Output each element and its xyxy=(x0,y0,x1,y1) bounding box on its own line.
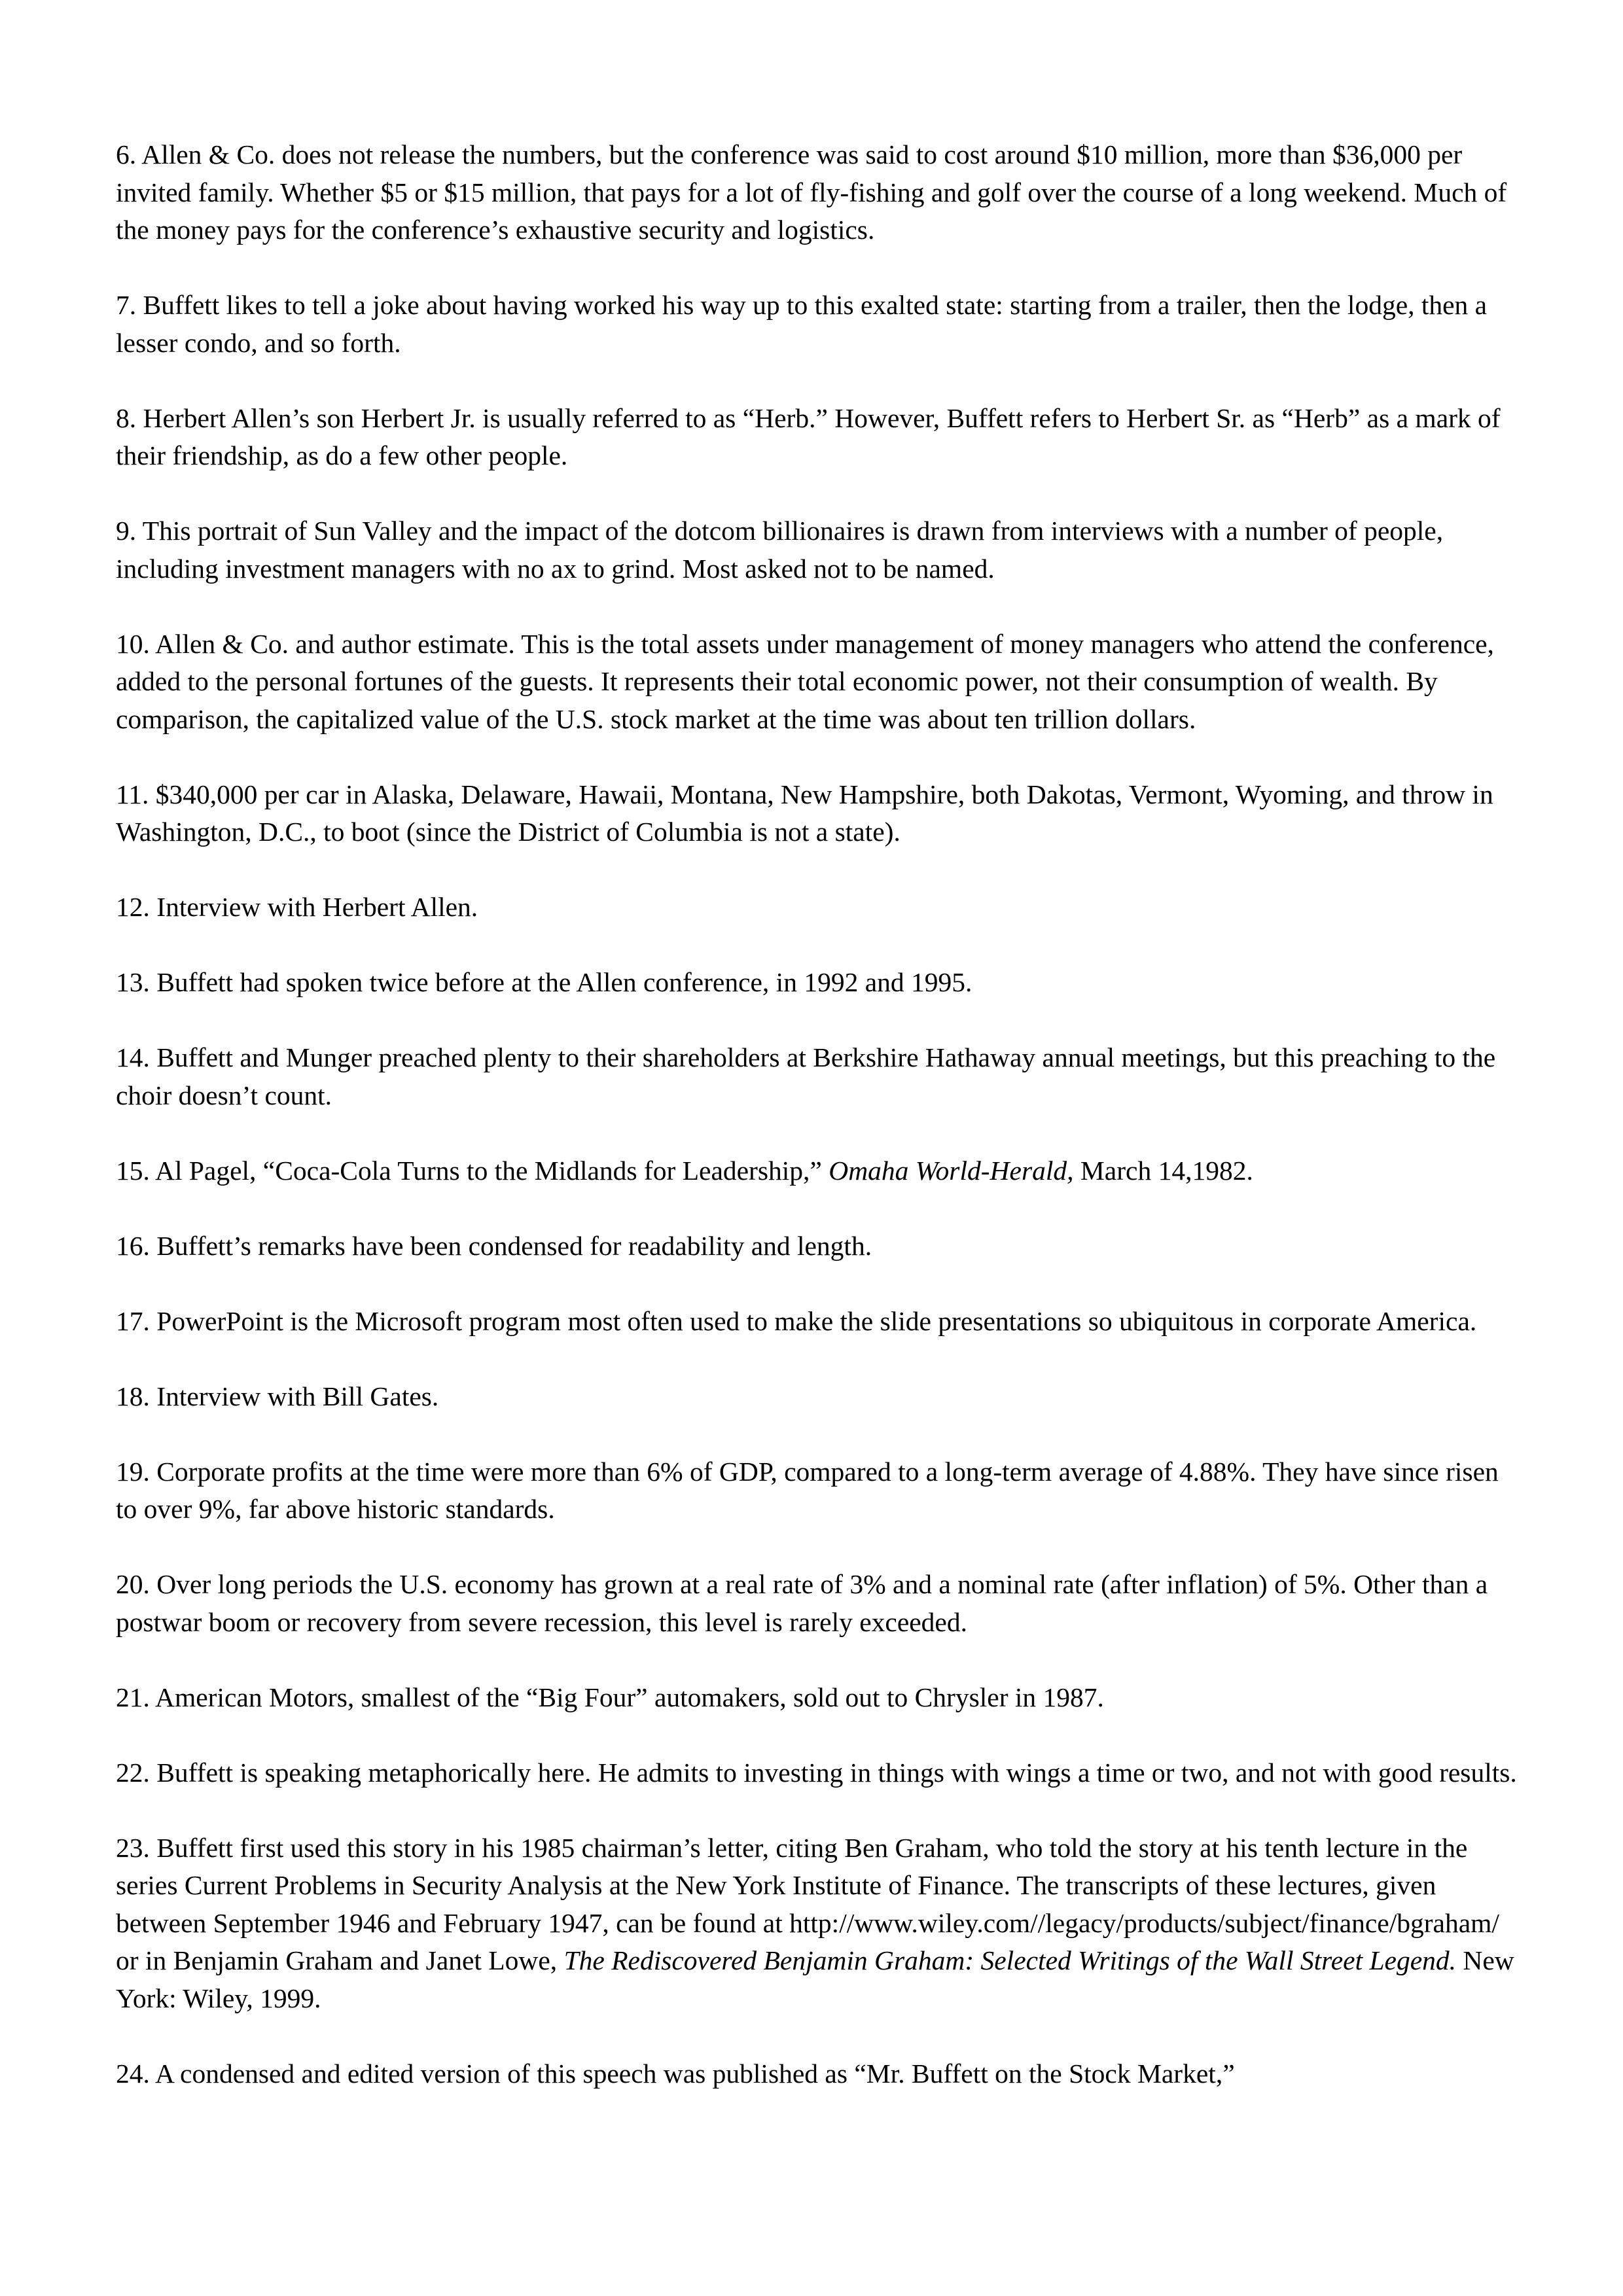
endnote-text: Herbert Allen’s son Herbert Jr. is usually referred to as “Herb.” However, Buffett refers to Herbert Sr. as “Herb” as a mark of their friendship, as do a few other people. xyxy=(116,402,1501,470)
endnote-9 xyxy=(116,512,1523,588)
endnote-7 xyxy=(116,287,1523,362)
endnote-number: 22. xyxy=(116,1757,150,1788)
endnote-number: 7. xyxy=(116,290,137,320)
endnote-text-tail: March 14,1982. xyxy=(1080,1155,1253,1186)
endnote-6 xyxy=(116,136,1523,249)
endnote-number: 17. xyxy=(116,1305,150,1336)
endnote-number: 8. xyxy=(116,402,137,433)
endnote-number: 13. xyxy=(116,967,150,997)
endnote-12 xyxy=(116,889,1523,927)
endnote-number: 24. xyxy=(116,2058,150,2089)
endnote-number: 16. xyxy=(116,1230,150,1261)
endnote-text: Buffett first used this story in his 1985 chairman’s letter, citing Ben Graham, who told the story at his tenth lecture in the series Current Problems in Security Analysis at the New York Institute of Finance. The transcripts of these lectures, given between September 1946 and February 1947, can be found at http://www.wiley.com//legacy/products/subject/finance/bgraham/ or in Benjamin Graham and Janet Lowe, xyxy=(116,1832,1499,1975)
endnote-number: 21. xyxy=(116,1682,150,1712)
endnote-text: Buffett had spoken twice before at the Allen conference, in 1992 and 1995. xyxy=(156,967,972,997)
endnote-number: 18. xyxy=(116,1381,150,1411)
endnote-number: 10. xyxy=(116,628,150,659)
endnote-text: Interview with Bill Gates. xyxy=(156,1381,439,1411)
endnote-number: 20. xyxy=(116,1569,150,1599)
endnote-number: 23. xyxy=(116,1832,150,1863)
endnote-text: Interview with Herbert Allen. xyxy=(156,892,478,922)
endnote-10 xyxy=(116,626,1523,739)
endnote-text-tail: New York: Wiley, 1999. xyxy=(116,1945,1514,2013)
endnote-22 xyxy=(116,1754,1523,1792)
endnote-17 xyxy=(116,1303,1523,1341)
endnote-20 xyxy=(116,1566,1523,1641)
endnote-21 xyxy=(116,1679,1523,1717)
endnote-number: 19. xyxy=(116,1456,150,1487)
endnote-number: 15. xyxy=(116,1155,150,1186)
endnote-text: $340,000 per car in Alaska, Delaware, Hawaii, Montana, New Hampshire, both Dakotas, Vermont, Wyoming, and throw in Washington, D.C., to boot (since the District of Columbia is not a state). xyxy=(116,779,1493,847)
endnote-number: 6. xyxy=(116,139,137,169)
endnotes-list xyxy=(116,136,1523,2130)
endnote-19 xyxy=(116,1453,1523,1528)
endnote-text: Buffett’s remarks have been condensed for readability and length. xyxy=(156,1230,872,1261)
endnote-text: Allen & Co. does not release the numbers, but the conference was said to cost around $10 million, more than $36,000 per invited family. Whether $5 or $15 million, that pays for a lot of fly-fishing and golf over the course of a long weekend. Much of the money pays for the conference’s exhaustive security and logistics. xyxy=(116,139,1507,245)
endnote-text: Over long periods the U.S. economy has grown at a real rate of 3% and a nominal rate (after inflation) of 5%. Other than a postwar boom or recovery from severe recession, this level is rarely exceeded. xyxy=(116,1569,1488,1637)
endnote-text: Al Pagel, “Coca-Cola Turns to the Midlands for Leadership,” xyxy=(154,1155,822,1186)
endnote-13 xyxy=(116,964,1523,1002)
endnote-citation-italic: Omaha World-Herald, xyxy=(829,1155,1074,1186)
endnote-text: A condensed and edited version of this speech was published as “Mr. Buffett on the Stock Market,” xyxy=(154,2058,1235,2089)
endnote-text: Buffett and Munger preached plenty to their shareholders at Berkshire Hathaway annual meetings, but this preaching to the choir doesn’t count. xyxy=(116,1042,1496,1110)
endnote-number: 11. xyxy=(116,779,149,809)
endnote-14 xyxy=(116,1039,1523,1114)
endnote-23 xyxy=(116,1829,1523,2018)
endnote-text: Allen & Co. and author estimate. This is the total assets under management of money managers who attend the conference, added to the personal fortunes of the guests. It represents their total economic power, not their consumption of wealth. By comparison, the capitalized value of the U.S. stock market at the time was about ten trillion dollars. xyxy=(116,628,1494,734)
endnote-text: Corporate profits at the time were more than 6% of GDP, compared to a long-term average of 4.88%. They have since risen to over 9%, far above historic standards. xyxy=(116,1456,1499,1524)
endnote-24 xyxy=(116,2055,1523,2093)
endnote-8 xyxy=(116,400,1523,475)
endnote-text: Buffett is speaking metaphorically here. He admits to investing in things with wings a time or two, and not with good results. xyxy=(156,1757,1517,1788)
endnote-11 xyxy=(116,776,1523,851)
endnote-15 xyxy=(116,1152,1523,1190)
endnote-text: American Motors, smallest of the “Big Four” automakers, sold out to Chrysler in 1987. xyxy=(154,1682,1104,1712)
endnote-text: Buffett likes to tell a joke about having worked his way up to this exalted state: starting from a trailer, then the lodge, then a lesser condo, and so forth. xyxy=(116,290,1488,358)
endnote-number: 9. xyxy=(116,516,137,546)
endnote-number: 12. xyxy=(116,892,150,922)
endnote-18 xyxy=(116,1378,1523,1416)
endnote-16 xyxy=(116,1227,1523,1265)
endnote-number: 14. xyxy=(116,1042,150,1072)
endnote-text: This portrait of Sun Valley and the impact of the dotcom billionaires is drawn from interviews with a number of people, including investment managers with no ax to grind. Most asked not to be named. xyxy=(116,516,1444,584)
endnote-text: PowerPoint is the Microsoft program most often used to make the slide presentations so ubiquitous in corporate America. xyxy=(156,1305,1477,1336)
endnote-citation-italic: The Rediscovered Benjamin Graham: Selected Writings of the Wall Street Legend. xyxy=(563,1945,1457,1975)
